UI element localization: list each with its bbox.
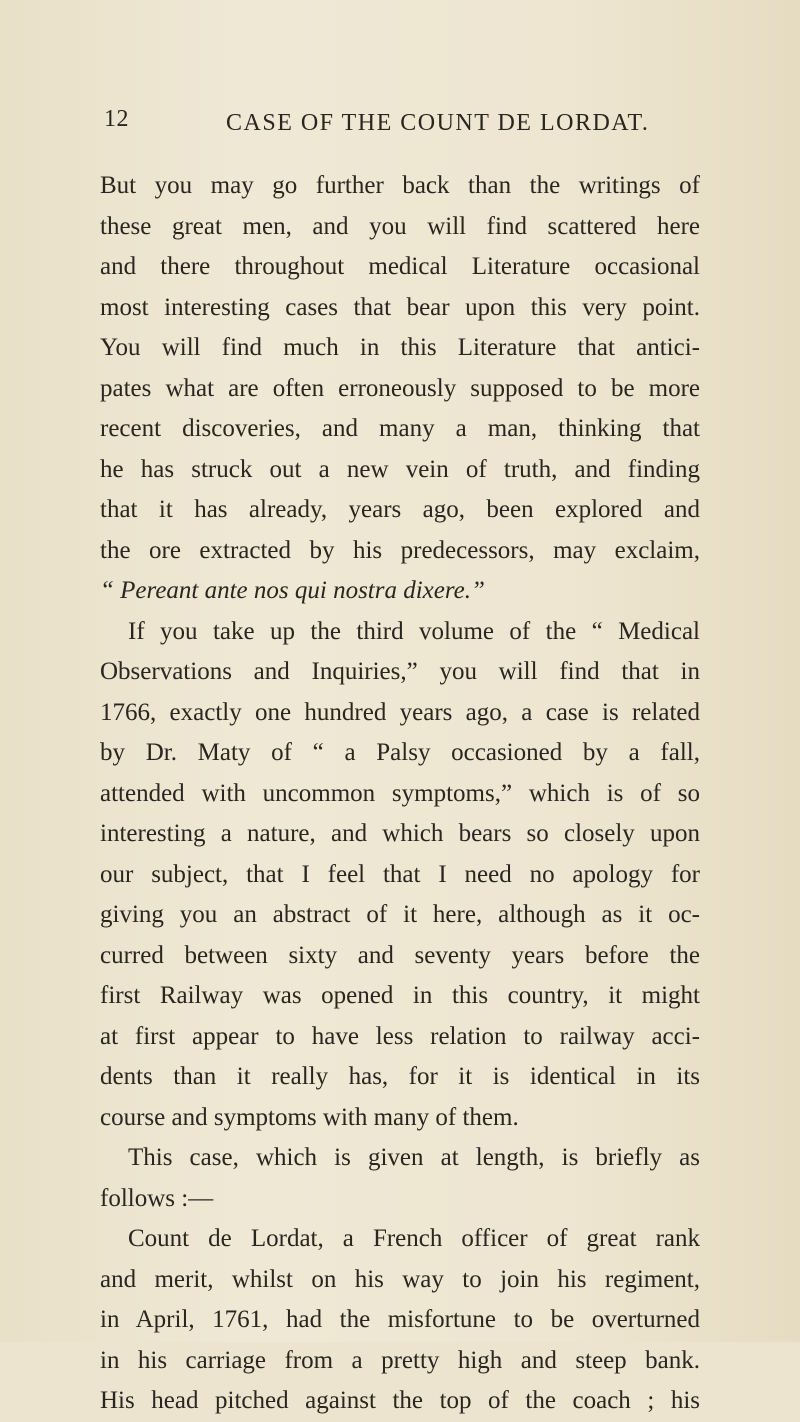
text-line: that it has already, years ago, been explored and — [100, 496, 700, 523]
text-line: giving you an abstract of it here, although as it oc- — [100, 901, 700, 928]
text-line: by Dr. Maty of “ a Palsy occasioned by a fall, — [100, 739, 700, 766]
text-line: 1766, exactly one hundred years ago, a case is related — [100, 698, 700, 726]
text-line: most interesting cases that bear upon this very point. — [100, 293, 700, 321]
text-line: the ore extracted by his predecessors, may exclaim, — [100, 536, 700, 564]
text-line: You will find much in this Literature that antici- — [100, 334, 700, 361]
text-line: in April, 1761, had the misfortune to be overturned — [100, 1306, 700, 1333]
text-line: follows :— — [100, 1184, 214, 1212]
text-line: recent discoveries, and many a man, thinking that — [100, 415, 700, 442]
text-line: pates what are often erroneously supposed to be more — [100, 374, 700, 402]
page-header — [0, 106, 800, 140]
text-line: at first appear to have less relation to railway acci- — [100, 1022, 700, 1050]
text-line: curred between sixty and seventy years before the — [100, 941, 700, 969]
body-text — [100, 166, 700, 1422]
text-line: interesting a nature, and which bears so closely upon — [100, 820, 700, 847]
text-line: and there throughout medical Literature occasional — [100, 253, 700, 280]
latin-quotation: “ Pereant ante nos qui nostra dixere.” — [100, 577, 485, 604]
text-line: Observations and Inquiries,” you will find that in — [100, 658, 700, 685]
running-head: CASE OF THE COUNT DE LORDAT. — [226, 110, 650, 136]
text-line: in his carriage from a pretty high and steep bank. — [100, 1346, 700, 1374]
text-line: these great men, and you will find scattered here — [100, 212, 700, 240]
text-line: If you take up the third volume of the “ Medical — [128, 617, 700, 645]
page-number: 12 — [104, 106, 129, 132]
text-line: But you may go further back than the writings of — [100, 172, 700, 199]
text-line: he has struck out a new vein of truth, and finding — [100, 455, 700, 483]
text-line: dents than it really has, for it is identical in its — [100, 1063, 700, 1090]
text-line: Count de Lordat, a French officer of great rank — [128, 1225, 700, 1252]
text-line: and merit, whilst on his way to join his regiment, — [100, 1265, 700, 1293]
text-line: our subject, that I feel that I need no apology for — [100, 860, 700, 888]
text-line: attended with uncommon symptoms,” which is of so — [100, 779, 700, 807]
text-line: His head pitched against the top of the coach ; his — [100, 1387, 700, 1414]
text-line: This case, which is given at length, is briefly as — [128, 1144, 700, 1171]
text-line: first Railway was opened in this country, it might — [100, 982, 700, 1009]
text-line: course and symptoms with many of them. — [100, 1103, 519, 1131]
